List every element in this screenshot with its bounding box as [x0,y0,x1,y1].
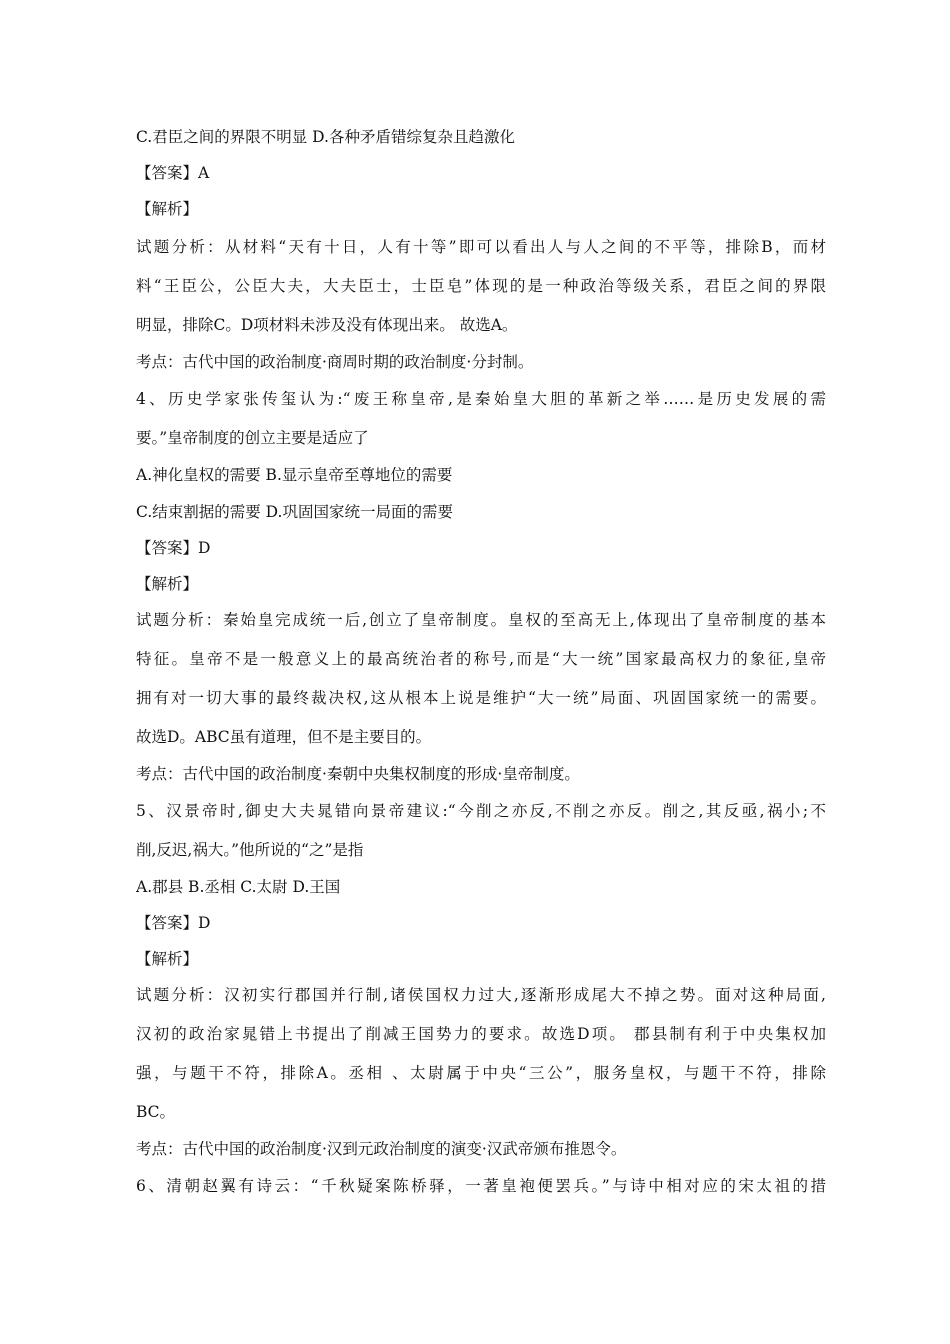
question-text: 要。”皇帝制度的创立主要是适应了 [136,429,369,447]
analysis-label: 【解析】 [136,575,199,593]
text-line: C.君臣之间的界限不明显 D.各种矛盾错综复杂且趋激化 [136,128,515,146]
option-line: C.结束割据的需要 D.巩固国家统一局面的需要 [136,503,453,521]
question-text: 6、清朝赵翼有诗云：“千秋疑案陈桥驿，一著皇袍便罢兵。”与诗中相对应的宋太祖的措 [136,1177,826,1195]
text-line: BC。 [136,1103,176,1121]
analysis-label: 【解析】 [136,950,199,968]
text-line: 强，与题干不符，排除A。丞相 、太尉属于中央“三公”，服务皇权，与题干不符，排除 [136,1064,826,1082]
question-text: 削,反迟,祸大。”他所说的“之”是指 [136,841,364,859]
answer-label: 【答案】D [136,914,211,932]
text-line: 汉初的政治家晁错上书提出了削减王国势力的要求。故选D项。 郡县制有利于中央集权加 [136,1025,826,1043]
option-line: A.郡县 B.丞相 C.太尉 D.王国 [136,878,341,896]
question-text: 4、历史学家张传玺认为:“废王称皇帝,是秦始皇大胆的革新之举……是历史发展的需 [136,390,826,408]
analysis-label: 【解析】 [136,200,199,218]
option-line: A.神化皇权的需要 B.显示皇帝至尊地位的需要 [136,466,453,484]
text-line: 试题分析：从材料“天有十日，人有十等”即可以看出人与人之间的不平等，排除B，而材 [136,238,826,256]
text-line: 试题分析：汉初实行郡国并行制,诸侯国权力过大,逐渐形成尾大不掉之势。面对这种局面, [136,986,826,1004]
answer-label: 【答案】D [136,539,211,557]
key-point: 考点：古代中国的政治制度·商周时期的政治制度·分封制。 [136,353,534,371]
text-line: 特征。皇帝不是一般意义上的最高统治者的称号,而是“大一统”国家最高权力的象征,皇帝 [136,650,826,668]
question-text: 5、汉景帝时,御史大夫晁错向景帝建议:“今削之亦反,不削之亦反。削之,其反亟,祸小;不 [136,802,826,820]
answer-label: 【答案】A [136,164,210,182]
text-line: 拥有对一切大事的最终裁决权,这从根本上说是维护“大一统”局面、巩固国家统一的需要。 [136,689,826,707]
text-line: 料“王臣公，公臣大夫，大夫臣士，士臣皂”体现的是一种政治等级关系，君臣之间的界限 [136,277,826,295]
text-line: 试题分析：秦始皇完成统一后,创立了皇帝制度。皇权的至高无上,体现出了皇帝制度的基本 [136,611,826,629]
key-point: 考点：古代中国的政治制度·汉到元政治制度的演变·汉武帝颁布推恩令。 [136,1140,627,1158]
text-line: 故选D。ABC虽有道理，但不是主要目的。 [136,728,432,746]
key-point: 考点：古代中国的政治制度·秦朝中央集权制度的形成·皇帝制度。 [136,765,580,783]
text-line: 明显，排除C。D项材料未涉及没有体现出来。 故选A。 [136,316,518,334]
